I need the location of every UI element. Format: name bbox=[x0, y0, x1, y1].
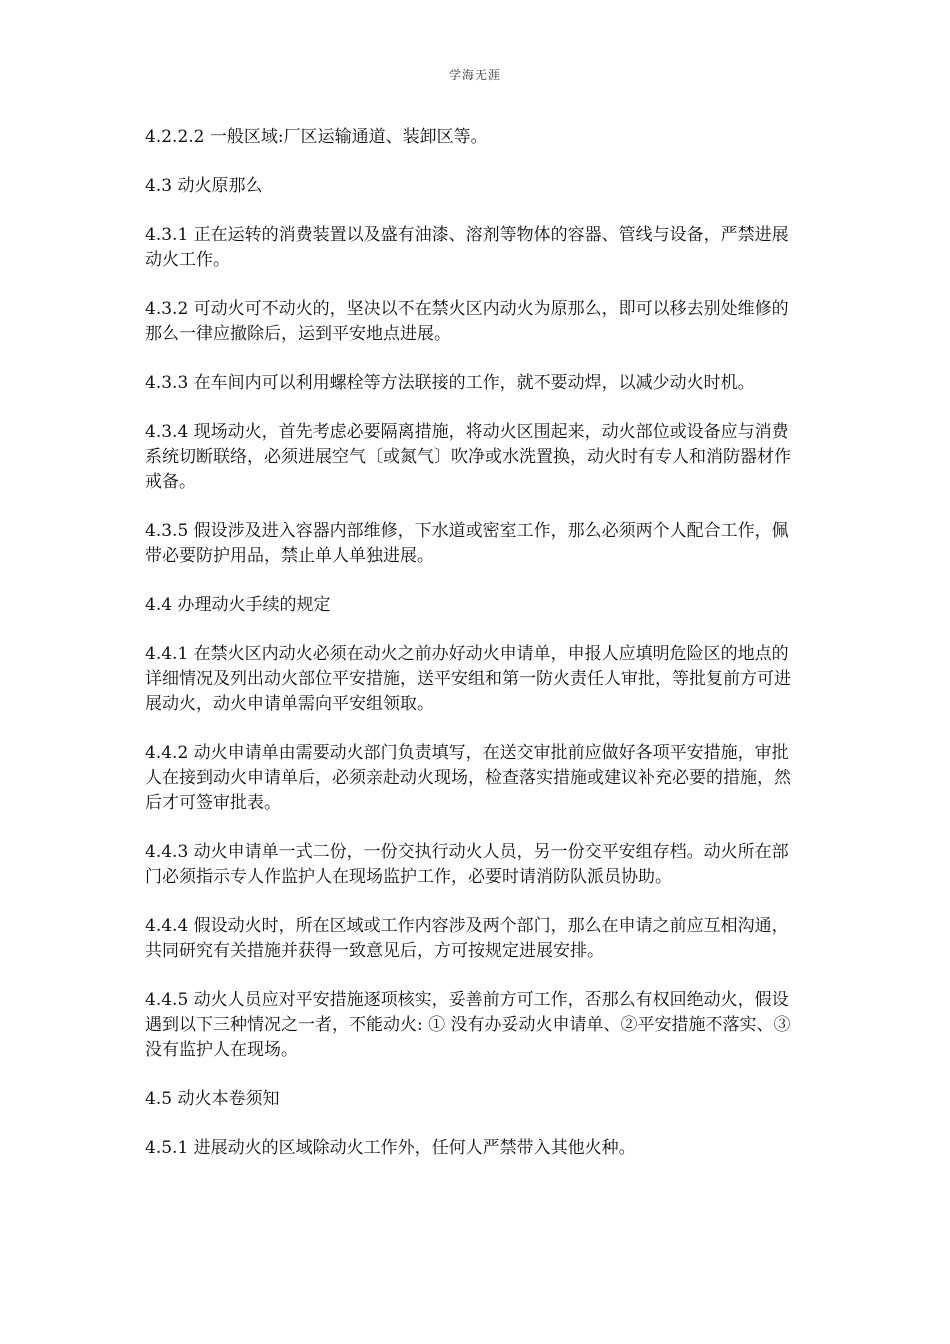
section-heading-4-4: 4.4 办理动火手续的规定 bbox=[145, 595, 331, 615]
paragraph-4-3-1: 4.3.1 正在运转的消费装置以及盛有油漆、溶剂等物体的容器、管线与设备，严禁进展动火工作。 bbox=[145, 225, 789, 270]
paragraph-4-4-5: 4.4.5 动火人员应对平安措施逐项核实，妥善前方可工作，否那么有权回绝动火，假设遇到以下三种情况之一者，不能动火: ① 没有办妥动火申请单、②平安措施不落实、③没有监护人在现场。 bbox=[145, 990, 791, 1060]
page-header: 学海无涯 bbox=[448, 68, 501, 82]
paragraph-4-4-2: 4.4.2 动火申请单由需要动火部门负责填写，在送交审批前应做好各项平安措施，审批人在接到动火申请单后，必须亲赴动火现场，检查落实措施或建议补充必要的措施，然后才可签审批表。 bbox=[145, 743, 791, 813]
section-heading-4-5: 4.5 动火本卷须知 bbox=[145, 1089, 280, 1109]
document-body bbox=[145, 125, 805, 1185]
paragraph-4-3-2: 4.3.2 可动火可不动火的，坚决以不在禁火区内动火为原那么，即可以移去别处维修的那么一律应撤除后，运到平安地点进展。 bbox=[145, 299, 789, 344]
paragraph-4-3-4: 4.3.4 现场动火，首先考虑必要隔离措施，将动火区围起来，动火部位或设备应与消费系统切断联络，必须进展空气〔或氮气〕吹净或水洗置换，动火时有专人和消防器材作戒备。 bbox=[145, 422, 791, 492]
paragraph-4-4-3: 4.4.3 动火申请单一式二份，一份交执行动火人员，另一份交平安组存档。动火所在部门必须指示专人作监护人在现场监护工作，必要时请消防队派员协助。 bbox=[145, 842, 789, 887]
paragraph-4-4-4: 4.4.4 假设动火时，所在区域或工作内容涉及两个部门，那么在申请之前应互相沟通，共同研究有关措施并获得一致意见后，方可按规定进展安排。 bbox=[145, 916, 789, 961]
section-heading-4-3: 4.3 动火原那么 bbox=[145, 176, 263, 196]
paragraph-4-3-5: 4.3.5 假设涉及进入容器内部维修，下水道或密室工作，那么必须两个人配合工作，佩带必要防护用品，禁止单人单独进展。 bbox=[145, 521, 789, 566]
paragraph-4-4-1: 4.4.1 在禁火区内动火必须在动火之前办好动火申请单，申报人应填明危险区的地点的详细情况及列出动火部位平安措施，送平安组和第一防火责任人审批，等批复前方可进展动火，动火申请单需向平安组领取。 bbox=[145, 644, 791, 714]
paragraph-4-5-1: 4.5.1 进展动火的区域除动火工作外，任何人严禁带入其他火种。 bbox=[145, 1138, 636, 1158]
paragraph-4-3-3: 4.3.3 在车间内可以利用螺栓等方法联接的工作，就不要动焊，以减少动火时机。 bbox=[145, 373, 755, 393]
paragraph-4-2-2-2: 4.2.2.2 一般区域:厂区运输通道、装卸区等。 bbox=[145, 127, 488, 147]
